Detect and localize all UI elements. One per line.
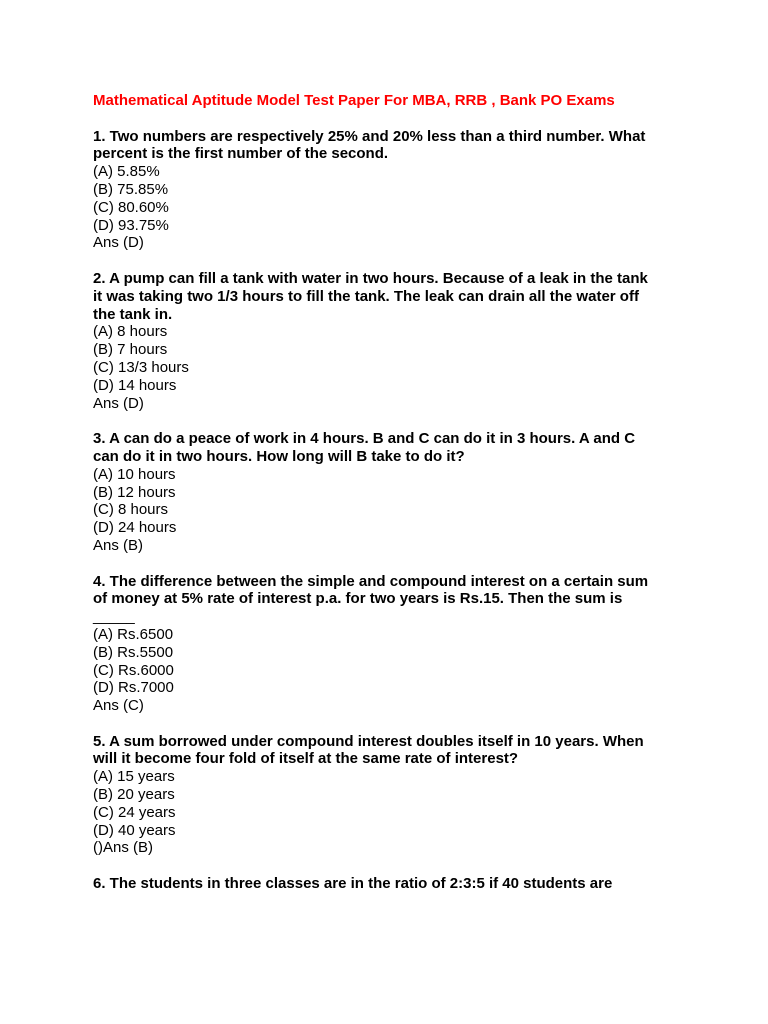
answer-blank: _____ (93, 608, 135, 626)
question-text-line: of money at 5% rate of interest p.a. for two years is Rs.15. Then the sum is (93, 590, 623, 608)
question-text (93, 733, 713, 769)
question-text-line: 3. A can do a peace of work in 4 hours. B and C can do it in 3 hours. A and C (93, 430, 636, 448)
options-list (93, 768, 713, 839)
answer: Ans (D) (93, 234, 144, 252)
option-a: (A) 5.85% (93, 163, 160, 181)
question-text-line: can do it in two hours. How long will B take to do it? (93, 447, 465, 465)
question-text (93, 128, 713, 164)
option-a: (A) 10 hours (93, 465, 176, 483)
options-list (93, 163, 713, 234)
question-text-line: the tank in. (93, 305, 173, 323)
option-b: (B) Rs.5500 (93, 643, 174, 661)
option-c: (C) 8 hours (93, 501, 169, 519)
question-text (93, 875, 713, 893)
answer: Ans (C) (93, 697, 144, 715)
option-c: (C) Rs.6000 (93, 661, 174, 679)
question-text-line: 6. The students in three classes are in the ratio of 2:3:5 if 40 students are (93, 875, 613, 893)
answer: Ans (D) (93, 394, 144, 412)
document-title: Mathematical Aptitude Model Test Paper For MBA, RRB , Bank PO Exams (93, 92, 615, 109)
option-c: (C) 24 years (93, 803, 176, 821)
option-c: (C) 13/3 hours (93, 358, 189, 376)
question-text-line: 2. A pump can fill a tank with water in two hours. Because of a leak in the tank (93, 269, 648, 287)
option-d: (D) 93.75% (93, 216, 169, 234)
answer: ()Ans (B) (93, 839, 153, 857)
option-b: (B) 12 hours (93, 483, 176, 501)
option-b: (B) 7 hours (93, 341, 168, 359)
question-text (93, 270, 713, 323)
option-a: (A) 8 hours (93, 323, 168, 341)
option-d: (D) Rs.7000 (93, 679, 174, 697)
question-text-line: 1. Two numbers are respectively 25% and 20% less than a third number. What (93, 127, 646, 145)
option-c: (C) 80.60% (93, 198, 169, 216)
options-list (93, 626, 713, 697)
options-list (93, 466, 713, 537)
question-5 (93, 733, 713, 858)
question-1 (93, 128, 713, 253)
question-6 (93, 875, 713, 893)
option-b: (B) 20 years (93, 786, 175, 804)
question-3 (93, 430, 713, 555)
question-text-line: will it become four fold of itself at the same rate of interest? (93, 750, 519, 768)
option-d: (D) 14 hours (93, 376, 177, 394)
option-d: (D) 40 years (93, 821, 176, 839)
options-list (93, 323, 713, 394)
answer: Ans (B) (93, 536, 144, 554)
question-4 (93, 573, 713, 715)
question-text-line: percent is the first number of the second. (93, 145, 389, 163)
question-text-line: it was taking two 1/3 hours to fill the tank. The leak can drain all the water off (93, 287, 639, 305)
question-text-line: 4. The difference between the simple and compound interest on a certain sum (93, 572, 649, 590)
option-d: (D) 24 hours (93, 519, 177, 537)
question-text (93, 430, 713, 466)
option-a: (A) 15 years (93, 768, 175, 786)
option-a: (A) Rs.6500 (93, 625, 174, 643)
option-b: (B) 75.85% (93, 180, 169, 198)
document-content (93, 92, 713, 911)
question-2 (93, 270, 713, 412)
question-text-line: 5. A sum borrowed under compound interest doubles itself in 10 years. When (93, 732, 644, 750)
question-text (93, 573, 713, 609)
